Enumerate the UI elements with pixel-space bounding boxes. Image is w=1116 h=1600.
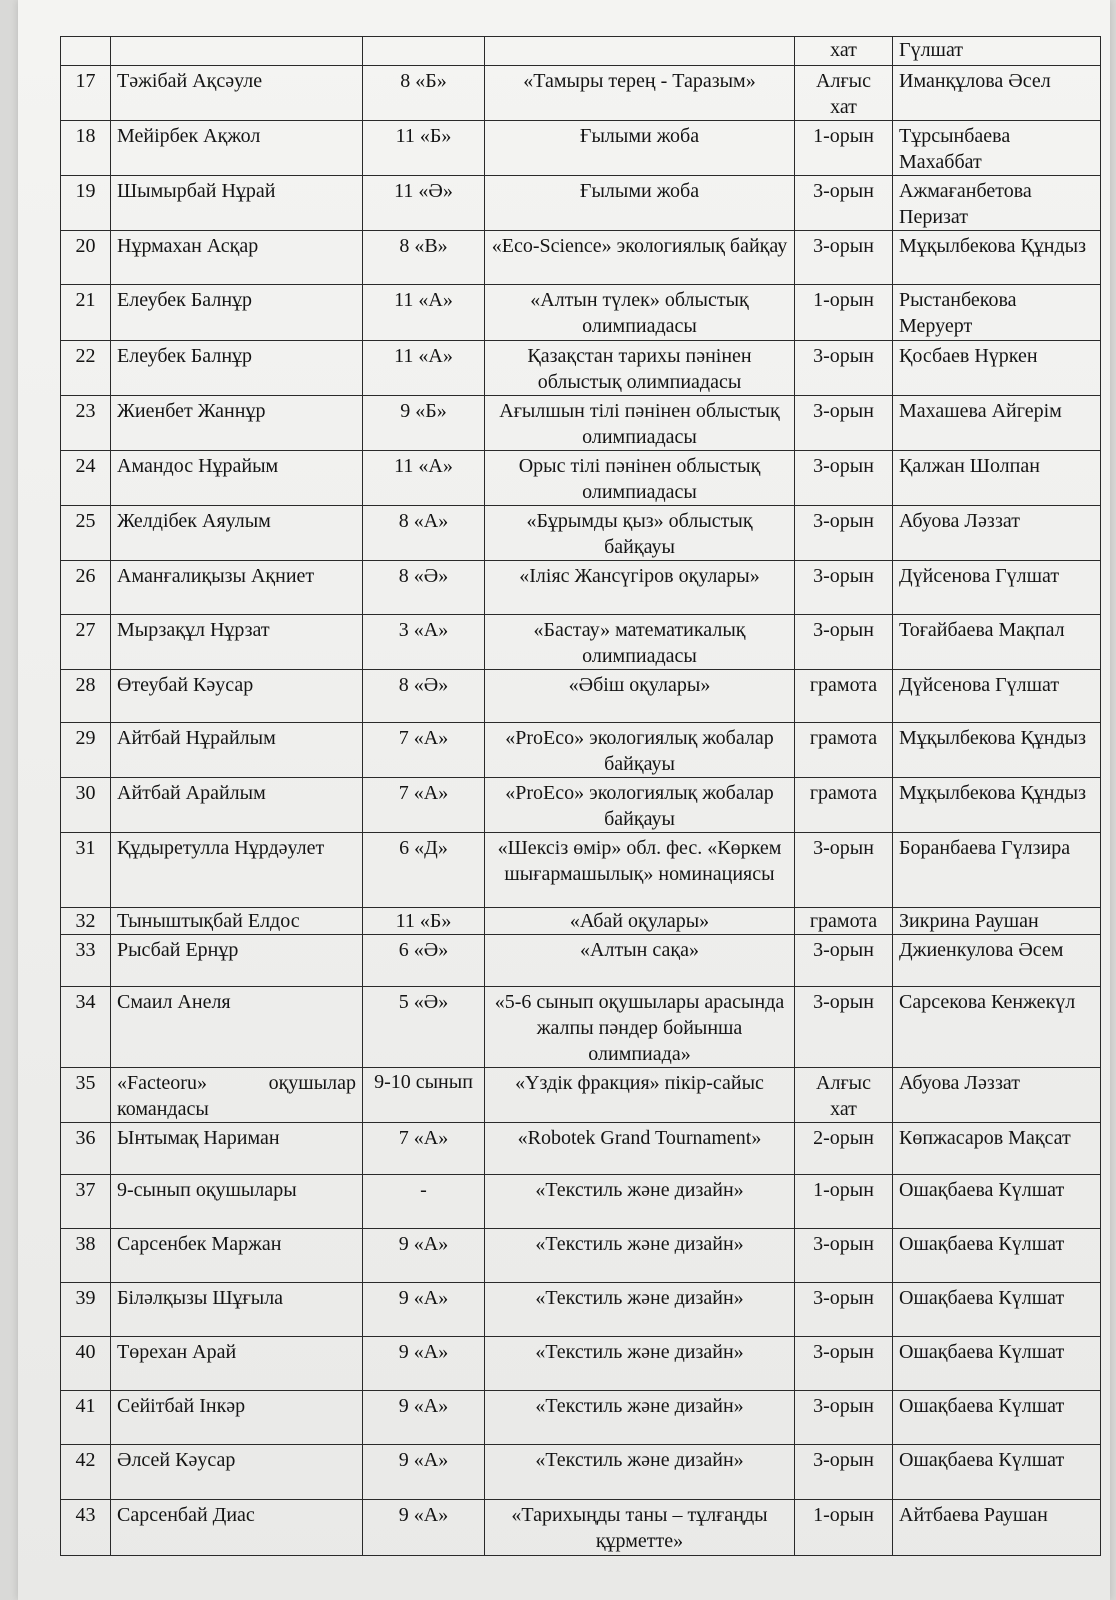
grade: 9 «А»: [363, 1229, 485, 1283]
place: 3-орын: [795, 833, 893, 907]
table-row: [61, 833, 1101, 907]
row-number: 26: [61, 560, 111, 614]
grade: 11 «А»: [363, 285, 485, 340]
place: Алғыс хат: [795, 66, 893, 121]
row-number: 42: [61, 1445, 111, 1499]
event: «Алтын түлек» облыстық олимпиадасы: [485, 285, 795, 340]
grade: [363, 37, 485, 66]
teacher: Махашева Айгерім: [893, 395, 1101, 450]
row-number: 31: [61, 833, 111, 907]
table-row: [61, 1229, 1101, 1283]
event: [485, 37, 795, 66]
row-number: 29: [61, 723, 111, 778]
grade: 5 «Ә»: [363, 986, 485, 1067]
teacher: Қалжан Шолпан: [893, 450, 1101, 505]
place: 3-орын: [795, 986, 893, 1067]
grade: 9 «А»: [363, 1499, 485, 1555]
student-name: Сарсенбек Маржан: [111, 1229, 363, 1283]
row-number: 41: [61, 1391, 111, 1445]
grade: 11 «Б»: [363, 121, 485, 176]
place: грамота: [795, 778, 893, 833]
teacher: Абуова Ләззат: [893, 1067, 1101, 1122]
grade: 7 «А»: [363, 723, 485, 778]
row-number: 37: [61, 1174, 111, 1228]
student-name: Мейірбек Ақжол: [111, 121, 363, 176]
row-number: 34: [61, 986, 111, 1067]
student-name: Амандос Нұрайым: [111, 450, 363, 505]
place: 3-орын: [795, 340, 893, 395]
place: хат: [795, 37, 893, 66]
event: «Текстиль және дизайн»: [485, 1445, 795, 1499]
row-number: 23: [61, 395, 111, 450]
place: 3-орын: [795, 395, 893, 450]
student-name: Әлсей Кәусар: [111, 1445, 363, 1499]
event: «Бастау» математикалық олимпиадасы: [485, 614, 795, 669]
awards-table: [60, 36, 1101, 1556]
row-number: 36: [61, 1122, 111, 1174]
row-number: 18: [61, 121, 111, 176]
place: 3-орын: [795, 450, 893, 505]
teacher: Ажмағанбетова Перизат: [893, 176, 1101, 231]
teacher: Тұрсынбаева Махаббат: [893, 121, 1101, 176]
grade: 11 «А»: [363, 450, 485, 505]
table-row: [61, 1067, 1101, 1122]
teacher: Абуова Ләззат: [893, 505, 1101, 560]
table-row: [61, 1283, 1101, 1337]
grade: -: [363, 1174, 485, 1228]
row-number: 39: [61, 1283, 111, 1337]
event: «ProEco» экологиялық жобалар байқауы: [485, 723, 795, 778]
event: «Текстиль және дизайн»: [485, 1283, 795, 1337]
row-number: 35: [61, 1067, 111, 1122]
place: грамота: [795, 723, 893, 778]
student-name: Желдібек Аяулым: [111, 505, 363, 560]
row-number: 21: [61, 285, 111, 340]
grade: 3 «А»: [363, 614, 485, 669]
place: 1-орын: [795, 1174, 893, 1228]
grade: 9 «А»: [363, 1337, 485, 1391]
student-name: «Facteoru» оқушылар командасы: [111, 1067, 363, 1122]
grade: 8 «Ә»: [363, 670, 485, 723]
teacher: Зикрина Раушан: [893, 907, 1101, 934]
row-number: 19: [61, 176, 111, 231]
event: «Текстиль және дизайн»: [485, 1229, 795, 1283]
event: «Шексіз өмір» обл. фес. «Көркем шығармашылық» номинациясы: [485, 833, 795, 907]
event: «Іліяс Жансүгіров оқулары»: [485, 560, 795, 614]
event: «Robotek Grand Tournament»: [485, 1122, 795, 1174]
table-row: [61, 37, 1101, 66]
table-row: [61, 778, 1101, 833]
event: Қазақстан тарихы пәнінен облыстық олимпиадасы: [485, 340, 795, 395]
place: 3-орын: [795, 614, 893, 669]
student-name: Тыныштықбай Елдос: [111, 907, 363, 934]
place: 3-орын: [795, 1337, 893, 1391]
teacher: Джиенкулова Әсем: [893, 934, 1101, 986]
table-row: [61, 121, 1101, 176]
table-row: [61, 340, 1101, 395]
teacher: Боранбаева Гүлзира: [893, 833, 1101, 907]
student-name: Өтеубай Кәусар: [111, 670, 363, 723]
place: Алғыс хат: [795, 1067, 893, 1122]
student-name: Төрехан Арай: [111, 1337, 363, 1391]
table-row: [61, 986, 1101, 1067]
grade: 7 «А»: [363, 778, 485, 833]
grade: 9 «А»: [363, 1391, 485, 1445]
row-number: 40: [61, 1337, 111, 1391]
student-name: Сейітбай Інкәр: [111, 1391, 363, 1445]
table-row: [61, 505, 1101, 560]
event: Ғылыми жоба: [485, 121, 795, 176]
event: «Әбіш оқулары»: [485, 670, 795, 723]
event: Ағылшын тілі пәнінен облыстық олимпиадасы: [485, 395, 795, 450]
place: грамота: [795, 670, 893, 723]
student-name: Біләлқызы Шұғыла: [111, 1283, 363, 1337]
event: «Алтын сақа»: [485, 934, 795, 986]
event: «ProEco» экологиялық жобалар байқауы: [485, 778, 795, 833]
table-row: [61, 285, 1101, 340]
grade: 9 «А»: [363, 1445, 485, 1499]
place: 3-орын: [795, 231, 893, 285]
student-name: Жиенбет Жаннұр: [111, 395, 363, 450]
table-row: [61, 614, 1101, 669]
place: 1-орын: [795, 1499, 893, 1555]
row-number: 17: [61, 66, 111, 121]
table-row: [61, 934, 1101, 986]
grade: 9 «А»: [363, 1283, 485, 1337]
student-name: Елеубек Балнұр: [111, 285, 363, 340]
place: 1-орын: [795, 121, 893, 176]
student-name: Мырзақұл Нұрзат: [111, 614, 363, 669]
event: «5-6 сынып оқушылары арасында жалпы пәндер бойынша олимпиада»: [485, 986, 795, 1067]
place: 3-орын: [795, 934, 893, 986]
event: «Үздік фракция» пікір-сайыс: [485, 1067, 795, 1122]
row-number: 43: [61, 1499, 111, 1555]
student-name: Сарсенбай Диас: [111, 1499, 363, 1555]
table-row: [61, 1499, 1101, 1555]
table-row: [61, 1445, 1101, 1499]
row-number: 32: [61, 907, 111, 934]
row-number: 28: [61, 670, 111, 723]
document-page: [18, 0, 1110, 1600]
student-name: [111, 37, 363, 66]
table-row: [61, 907, 1101, 934]
table-row: [61, 1174, 1101, 1228]
teacher: Көпжасаров Мақсат: [893, 1122, 1101, 1174]
table-row: [61, 1391, 1101, 1445]
student-name: Ынтымақ Нариман: [111, 1122, 363, 1174]
student-name: Құдыретулла Нұрдәулет: [111, 833, 363, 907]
place: грамота: [795, 907, 893, 934]
grade: 9-10 сынып: [363, 1067, 485, 1122]
row-number: 27: [61, 614, 111, 669]
student-name: Айтбай Арайлым: [111, 778, 363, 833]
teacher: Айтбаева Раушан: [893, 1499, 1101, 1555]
teacher: Дүйсенова Гүлшат: [893, 670, 1101, 723]
row-number: 20: [61, 231, 111, 285]
place: 2-орын: [795, 1122, 893, 1174]
table-row: [61, 231, 1101, 285]
place: 3-орын: [795, 176, 893, 231]
teacher: Қосбаев Нүркен: [893, 340, 1101, 395]
place: 3-орын: [795, 1283, 893, 1337]
event: «Текстиль және дизайн»: [485, 1337, 795, 1391]
row-number: 33: [61, 934, 111, 986]
student-name: Смаил Анеля: [111, 986, 363, 1067]
row-number: [61, 37, 111, 66]
place: 3-орын: [795, 560, 893, 614]
teacher: Ошақбаева Күлшат: [893, 1229, 1101, 1283]
teacher: Ошақбаева Күлшат: [893, 1174, 1101, 1228]
table-row: [61, 66, 1101, 121]
grade: 11 «Ә»: [363, 176, 485, 231]
table-row: [61, 1122, 1101, 1174]
teacher: Ошақбаева Күлшат: [893, 1445, 1101, 1499]
row-number: 30: [61, 778, 111, 833]
grade: 9 «Б»: [363, 395, 485, 450]
event: Ғылыми жоба: [485, 176, 795, 231]
table-row: [61, 176, 1101, 231]
grade: 11 «А»: [363, 340, 485, 395]
teacher: Гүлшат: [893, 37, 1101, 66]
teacher: Ошақбаева Күлшат: [893, 1337, 1101, 1391]
teacher: Мұқылбекова Құндыз: [893, 778, 1101, 833]
teacher: Дүйсенова Гүлшат: [893, 560, 1101, 614]
event: «Абай оқулары»: [485, 907, 795, 934]
student-name: Нұрмахан Асқар: [111, 231, 363, 285]
event: Орыс тілі пәнінен облыстық олимпиадасы: [485, 450, 795, 505]
grade: 8 «В»: [363, 231, 485, 285]
student-name: Аманғалиқызы Ақниет: [111, 560, 363, 614]
teacher: Ошақбаева Күлшат: [893, 1391, 1101, 1445]
table-row: [61, 560, 1101, 614]
table-row: [61, 670, 1101, 723]
student-name: Тәжібай Ақсәуле: [111, 66, 363, 121]
table-row: [61, 723, 1101, 778]
event: «Текстиль және дизайн»: [485, 1391, 795, 1445]
place: 3-орын: [795, 1391, 893, 1445]
grade: 7 «А»: [363, 1122, 485, 1174]
table-row: [61, 395, 1101, 450]
table-row: [61, 1337, 1101, 1391]
grade: 8 «Ә»: [363, 560, 485, 614]
event: «Eco-Science» экологиялық байқау: [485, 231, 795, 285]
table-row: [61, 450, 1101, 505]
event: «Бұрымды қыз» облыстық байқауы: [485, 505, 795, 560]
place: 3-орын: [795, 505, 893, 560]
teacher: Сарсекова Кенжекүл: [893, 986, 1101, 1067]
student-name: 9-сынып оқушылары: [111, 1174, 363, 1228]
grade: 6 «Ә»: [363, 934, 485, 986]
row-number: 38: [61, 1229, 111, 1283]
student-name: Елеубек Балнұр: [111, 340, 363, 395]
teacher: Рыстанбекова Меруерт: [893, 285, 1101, 340]
teacher: Ошақбаева Күлшат: [893, 1283, 1101, 1337]
row-number: 25: [61, 505, 111, 560]
event: «Тарихыңды таны – тұлғаңды құрметте»: [485, 1499, 795, 1555]
student-name: Шымырбай Нұрай: [111, 176, 363, 231]
event: «Тамыры терең - Таразым»: [485, 66, 795, 121]
grade: 8 «А»: [363, 505, 485, 560]
grade: 11 «Б»: [363, 907, 485, 934]
teacher: Тоғайбаева Мақпал: [893, 614, 1101, 669]
event: «Текстиль және дизайн»: [485, 1174, 795, 1228]
student-name: Рысбай Ернұр: [111, 934, 363, 986]
teacher: Иманқұлова Әсел: [893, 66, 1101, 121]
place: 3-орын: [795, 1229, 893, 1283]
place: 3-орын: [795, 1445, 893, 1499]
grade: 8 «Б»: [363, 66, 485, 121]
row-number: 22: [61, 340, 111, 395]
teacher: Мұқылбекова Құндыз: [893, 231, 1101, 285]
place: 1-орын: [795, 285, 893, 340]
teacher: Мұқылбекова Құндыз: [893, 723, 1101, 778]
grade: 6 «Д»: [363, 833, 485, 907]
student-name: Айтбай Нұрайлым: [111, 723, 363, 778]
row-number: 24: [61, 450, 111, 505]
